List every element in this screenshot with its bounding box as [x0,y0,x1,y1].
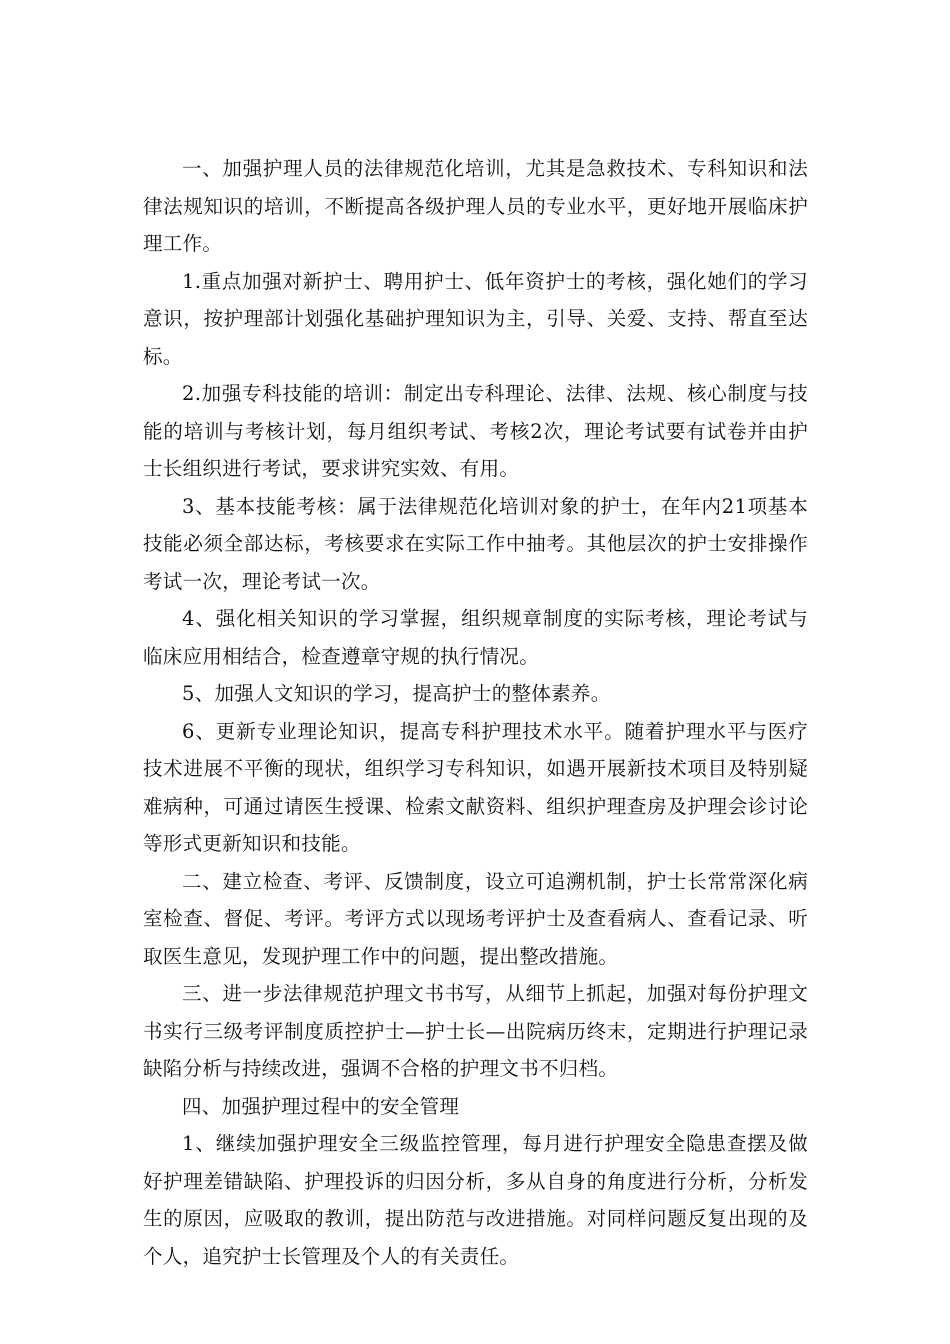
paragraph-item-4-1: 1、继续加强护理安全三级监控管理，每月进行护理安全隐患查摆及做好护理差错缺陷、护理投诉的归因分析，多从自身的角度进行分析，分析发生的原因，应吸取的教训，提出防范与改进措施。对同样问题反复出现的及个人，追究护士长管理及个人的有关责任。 [143,1132,808,1268]
paragraph-section-2: 二、建立检查、考评、反馈制度，设立可追溯机制，护士长常常深化病室检查、督促、考评。考评方式以现场考评护士及查看病人、查看记录、听取医生意见，发现护理工作中的问题，提出整改措施。 [143,869,808,968]
paragraph-item-1-5: 5、加强人文知识的学习，提高护士的整体素养。 [182,682,611,705]
paragraph-item-1-6: 6、更新专业理论知识，提高专科护理技术水平。随着护理水平与医疗技术进展不平衡的现状，组织学习专科知识，如遇开展新技术项目及特别疑难病种，可通过请医生授课、检索文献资料、组织护理查房及护理会诊讨论等形式更新知识和技能。 [143,719,808,855]
paragraph-section-3: 三、进一步法律规范护理文书书写，从细节上抓起，加强对每份护理文书实行三级考评制度质控护士—护士长—出院病历终末，定期进行护理记录缺陷分析与持续改进，强调不合格的护理文书不归档。 [143,982,808,1080]
paragraph-item-1-3: 3、基本技能考核：属于法律规范化培训对象的护士，在年内21项基本技能必须全部达标，考核要求在实际工作中抽考。其他层次的护士安排操作考试一次，理论考试一次。 [143,494,808,593]
paragraph-item-1-1: 1.重点加强对新护士、聘用护士、低年资护士的考核，强化她们的学习意识，按护理部计划强化基础护理知识为主，引导、关爱、支持、帮直至达标。 [143,269,808,368]
paragraph-item-1-4: 4、强化相关知识的学习掌握，组织规章制度的实际考核，理论考试与临床应用相结合，检查遵章守规的执行情况。 [143,607,808,668]
document-body [143,150,808,1275]
paragraph-section-1: 一、加强护理人员的法律规范化培训，尤其是急救技术、专科知识和法律法规知识的培训，不断提高各级护理人员的专业水平，更好地开展临床护理工作。 [143,157,808,255]
paragraph-item-1-2: 2.加强专科技能的培训：制定出专科理论、法律、法规、核心制度与技能的培训与考核计划，每月组织考试、考核2次，理论考试要有试卷并由护士长组织进行考试，要求讲究实效、有用。 [143,382,808,480]
paragraph-section-4-heading: 四、加强护理过程中的安全管理 [182,1094,460,1118]
